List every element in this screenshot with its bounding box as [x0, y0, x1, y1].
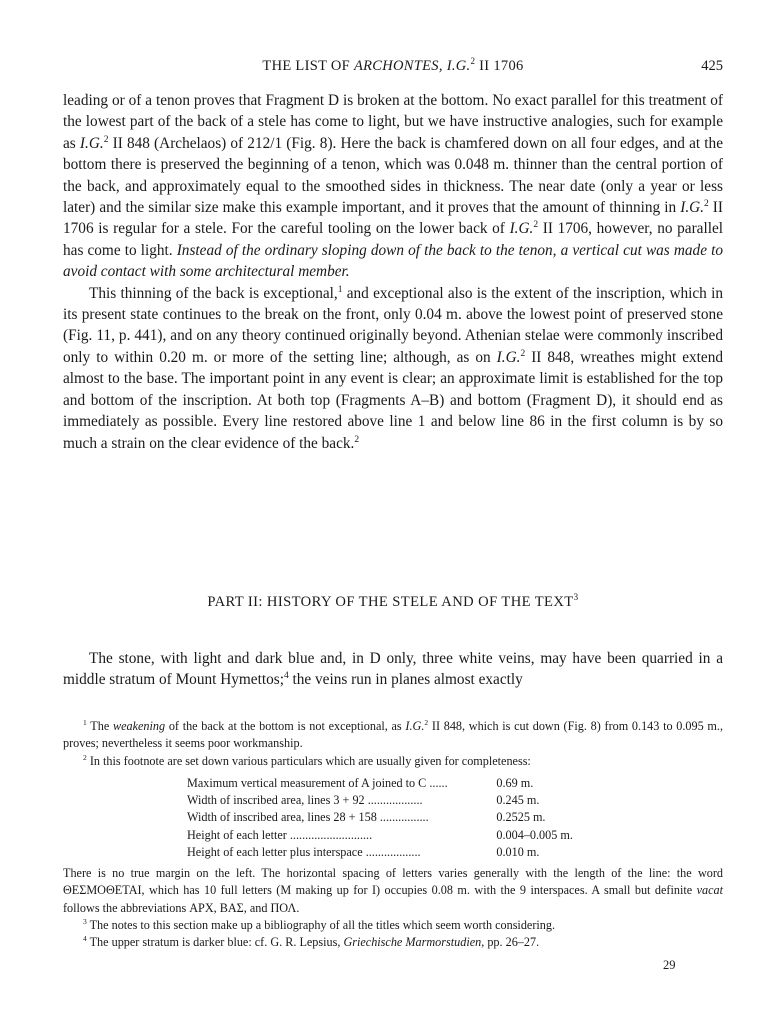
- page: [63, 0, 723, 1024]
- page-number: 425: [701, 58, 723, 74]
- footnote-3: $^3$ The notes to this section make up a bibliography of all the titles which seem worth considering.: [83, 916, 555, 932]
- table-row: Maximum vertical measurement of A joined to C ...... 0.69 m.: [187, 775, 534, 790]
- footnote-ref-2[interactable]: 2: [354, 434, 360, 445]
- table-row: Width of inscribed area, lines 3 + 92 .................. 0.245 m.: [187, 793, 540, 808]
- footnote-2-continued: There is no true margin on the left. The horizontal spacing of letters varies generally with the length of the line: the word ΘΕΣΜΟΘΕΤΑΙ, which has 10 full letters (M making up for I) occupies 0.08 m. with the 9 interspaces. A small but definite vacat follows the abbreviations ΑΡΧ, ΒΑΣ, and ΠΟΛ.: [63, 865, 723, 915]
- section-heading: PART II: HISTORY OF THE STELE AND OF THE TEXT$^3$: [207, 592, 579, 610]
- footnote-1: $^1$ The weakening of the back at the bottom is not exceptional, as I.G.$^2$ II 848, which is cut down (Fig. 8) from 0.143 to 0.095 m., proves; nevertheless it seems poor workmanship.: [63, 717, 724, 751]
- running-head: [63, 58, 723, 78]
- footnote-4: $^4$ The upper stratum is darker blue: cf. G. R. Lepsius, Griechische Marmorstudien, pp. 26–27.: [83, 934, 540, 950]
- table-row: Width of inscribed area, lines 28 + 158 ................ 0.2525 m.: [187, 810, 546, 825]
- footnote-2: $^2$ In this footnote are set down various particulars which are usually given for completeness:: [83, 752, 531, 768]
- body-text: [63, 90, 723, 454]
- table-row: Height of each letter ........................... 0.004–0.005 m.: [187, 827, 573, 842]
- paragraph-1: leading or of a tenon proves that Fragment D is broken at the bottom. No exact parallel for this treatment of the lowest part of the back of a stele has come to light, but we have instructive analogies, such for example as I.G.$^2$ II 848 (Archelaos) of 212/1 (Fig. 8). Here the back is chamfered down on all four edges, and at the bottom there is preserved the beginning of a tenon, which was 0.048 m. thinner than the central portion of the back, and approximately equal to the smoothed sides in thickness. The near date (only a year or less later) and the similar size make this example important, and it proves that the amount of thinning in I.G.$^2$ II 1706 is regular for a stele. For the careful tooling on the lower back of I.G.$^2$ II 1706, however, no parallel has come to light. Instead of the ordinary sloping down of the back to the tenon, a vertical cut was made to avoid contact with some architectural member.: [63, 92, 723, 281]
- running-title: THE LIST OF ARCHONTES, I.G.$^2$ II 1706: [262, 56, 524, 74]
- signature-mark: 29: [663, 958, 676, 972]
- footnote-ref-1[interactable]: 1: [337, 284, 343, 295]
- section-text: [63, 648, 723, 691]
- section-paragraph: The stone, with light and dark blue and, in D only, three white veins, may have been quarried in a middle stratum of Mount Hymettos;$^4$ the veins run in planes almost exactly: [63, 650, 723, 689]
- footnote-ref-4[interactable]: 4: [283, 671, 289, 682]
- emphasized-sentence: Instead of the ordinary sloping down of the back to the tenon, a vertical cut was made to avoid contact with some architectural member.: [63, 241, 723, 281]
- footnotes: [63, 718, 723, 951]
- table-row: Height of each letter plus interspace .................. 0.010 m.: [187, 844, 540, 859]
- measurements-table: [187, 775, 587, 861]
- footnote-ref-3[interactable]: 3: [573, 592, 579, 603]
- paragraph-2: This thinning of the back is exceptional,$^1$ and exceptional also is the extent of the inscription, which in its present state continues to the break on the front, only 0.04 m. above the lowest point of preserved stone (Fig. 11, p. 441), and on any theory continued originally beyond. Athenian stelae were commonly inscribed only to within 0.20 m. or more of the setting line; although, as on I.G.$^2$ II 848, wreathes might extend almost to the base. The important point in any event is clear; an approximate limit is established for the top and bottom of the inscription. At both top (Fragments A–B) and bottom (Fragment D), it should end as immediately as possible. Every line restored above line 1 and below line 86 in the first column is by so much a strain on the clear evidence of the back.$^2$: [63, 284, 724, 452]
